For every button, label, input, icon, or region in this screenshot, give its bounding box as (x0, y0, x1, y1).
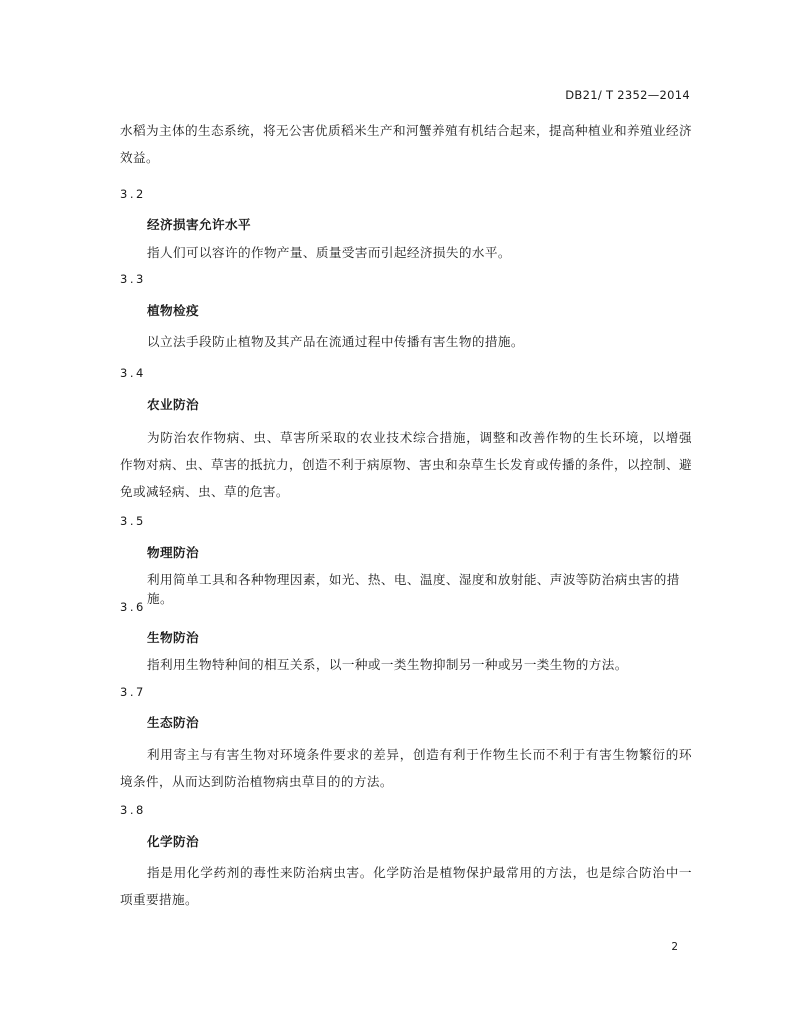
section-number: 3.2 (120, 187, 146, 201)
section-number: 3.3 (120, 272, 146, 286)
term-title: 物理防治 (147, 545, 199, 560)
section-number: 3.4 (120, 366, 146, 380)
section-number: 3.6 (120, 600, 146, 614)
term-title: 生物防治 (147, 630, 199, 645)
term-title: 农业防治 (147, 397, 199, 412)
section-number: 3.8 (120, 803, 146, 817)
term-definition: 为防治农作物病、虫、草害所采取的农业技术综合措施，调整和改善作物的生长环境，以增强作物对病、虫、草害的抵抗力，创造不利于病原物、害虫和杂草生长发育或传播的条件，以控制、避免或减轻病、虫、草的危害。 (120, 430, 692, 499)
term-definition: 指人们可以容许的作物产量、质量受害而引起经济损失的水平。 (147, 245, 511, 260)
page-number: 2 (671, 941, 678, 953)
term-definition: 指利用生物特种间的相互关系，以一种或一类生物抑制另一种或另一类生物的方法。 (147, 657, 628, 672)
term-title: 经济损害允许水平 (147, 217, 251, 232)
term-title: 生态防治 (147, 715, 199, 730)
section-number: 3.7 (120, 685, 146, 699)
term-definition: 利用寄主与有害生物对环境条件要求的差异，创造有利于作物生长而不利于有害生物繁衍的环境条件，从而达到防治植物病虫草目的的方法。 (120, 747, 692, 789)
term-definition: 以立法手段防止植物及其产品在流通过程中传播有害生物的措施。 (147, 334, 524, 349)
standard-code: DB21/ T 2352—2014 (565, 88, 690, 102)
section-number: 3.5 (120, 514, 146, 528)
term-title: 化学防治 (147, 834, 199, 849)
term-title: 植物检疫 (147, 303, 199, 318)
term-definition: 利用简单工具和各种物理因素，如光、热、电、温度、湿度和放射能、声波等防治病虫害的措施。 (147, 572, 680, 606)
term-definition: 指是用化学药剂的毒性来防治病虫害。化学防治是植物保护最常用的方法，也是综合防治中一项重要措施。 (120, 865, 692, 907)
intro-paragraph: 水稻为主体的生态系统，将无公害优质稻米生产和河蟹养殖有机结合起来，提高种植业和养殖业经济效益。 (120, 123, 692, 165)
